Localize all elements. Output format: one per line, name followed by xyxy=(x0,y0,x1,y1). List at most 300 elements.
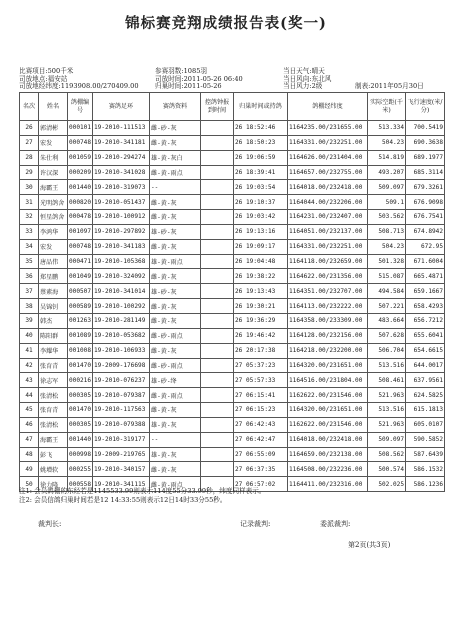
table-cell: 001059 xyxy=(68,150,93,165)
table-cell: 19-2010-079387 xyxy=(93,388,150,403)
table-cell: 26 19:03:54 xyxy=(234,180,288,195)
table-cell xyxy=(201,284,234,299)
table-cell: 46 xyxy=(20,417,39,432)
table-cell: 雌-黄-灰 xyxy=(150,195,201,210)
table-cell: 19-2010-319177 xyxy=(93,432,150,447)
table-cell: 1164128.00/232156.00 xyxy=(288,328,368,343)
table-cell: 吴锦钊 xyxy=(39,299,68,314)
recorder-signature: 记录裁判: xyxy=(240,520,271,528)
table-cell: 雄-黄-灰 xyxy=(150,417,201,432)
table-cell: 000305 xyxy=(68,388,93,403)
table-cell: 27 06:15:23 xyxy=(234,403,288,418)
table-cell: 1162622.00/231546.00 xyxy=(288,417,368,432)
table-cell xyxy=(201,269,234,284)
table-cell: 506.704 xyxy=(368,343,406,358)
table-row xyxy=(20,269,445,284)
info-label: 制表: xyxy=(355,82,371,90)
table-cell: 1164411.00/232316.00 xyxy=(288,477,368,492)
table-row xyxy=(20,343,445,358)
table-cell xyxy=(201,373,234,388)
committee-signature: 委派裁判: xyxy=(320,520,351,528)
table-cell: 19-2010-294274 xyxy=(93,150,150,165)
table-cell: 000589 xyxy=(68,299,93,314)
table-cell: 26 19:46:42 xyxy=(234,328,288,343)
table-cell: 689.1977 xyxy=(406,150,445,165)
table-cell: 19-2010-341115 xyxy=(93,477,150,492)
table-cell xyxy=(201,417,234,432)
info-row3-item xyxy=(283,83,322,91)
table-cell: 000305 xyxy=(68,417,93,432)
table-cell: 000471 xyxy=(68,254,93,269)
info-label: 当日风向: xyxy=(283,74,312,83)
table-cell: 19-2010-117563 xyxy=(93,403,150,418)
table-row xyxy=(20,239,445,254)
table-cell: 李鸿华 xyxy=(39,224,68,239)
table-cell: 503.562 xyxy=(368,210,406,225)
table-cell: 朱仕利 xyxy=(39,150,68,165)
table-cell: 1164113.00/232222.00 xyxy=(288,299,368,314)
table-cell: 27 06:42:47 xyxy=(234,432,288,447)
table-cell: 雄-黄-雨点 xyxy=(150,254,201,269)
table-cell: 26 19:30:21 xyxy=(234,299,288,314)
table-cell: 1164516.00/231804.00 xyxy=(288,373,368,388)
table-cell: 许汉深 xyxy=(39,165,68,180)
table-cell: 515.087 xyxy=(368,269,406,284)
footnote: 注1: 会员鸽棚的东经若是1145533.99则表示114度55分33.99秒，纬度同样表示。 xyxy=(19,487,266,495)
table-cell xyxy=(201,210,234,225)
table-row xyxy=(20,373,445,388)
table-cell: 644.0017 xyxy=(406,358,445,373)
table-cell: 000820 xyxy=(68,195,93,210)
footnote: 注2: 会员信鸽归巢时间若是12 14:33:55则表示12日14时33分55秒。 xyxy=(19,496,227,504)
table-row xyxy=(20,210,445,225)
table-cell: 000209 xyxy=(68,165,93,180)
table-cell xyxy=(201,403,234,418)
table-cell: 27 06:55:09 xyxy=(234,447,288,462)
table-cell: 19-2010-319073 xyxy=(93,180,150,195)
table-row xyxy=(20,299,445,314)
info-value: 1085羽 xyxy=(183,67,207,75)
table-cell: 雌-黄-灰 xyxy=(150,210,201,225)
table-cell: 恒星鸽舍 xyxy=(39,210,68,225)
table-cell: 508.562 xyxy=(368,447,406,462)
table-cell: 宏发 xyxy=(39,239,68,254)
table-cell: 19-2010-079388 xyxy=(93,417,150,432)
table-cell xyxy=(201,165,234,180)
table-cell: 19-2010-297892 xyxy=(93,224,150,239)
table-cell: 587.6439 xyxy=(406,447,445,462)
table-cell: 42 xyxy=(20,358,39,373)
info-value: 晴天 xyxy=(311,67,325,75)
table-cell: 1164358.00/233309.00 xyxy=(288,313,368,328)
table-cell: 1164235.00/231655.00 xyxy=(288,121,368,136)
table-cell: 615.1813 xyxy=(406,403,445,418)
table-cell: 45 xyxy=(20,403,39,418)
table-cell: 586.1236 xyxy=(406,477,445,492)
table-cell: 陈阳群 xyxy=(39,328,68,343)
table-cell: 49 xyxy=(20,462,39,477)
table-cell xyxy=(201,358,234,373)
info-row3-item xyxy=(155,83,222,91)
table-cell: 000101 xyxy=(68,121,93,136)
table-cell: 33 xyxy=(20,224,39,239)
table-cell: 雄-砂-绛 xyxy=(150,373,201,388)
table-cell: 637.9561 xyxy=(406,373,445,388)
table-row xyxy=(20,150,445,165)
table-cell: 38 xyxy=(20,299,39,314)
table-cell: 1164231.00/232407.00 xyxy=(288,210,368,225)
table-cell: 37 xyxy=(20,284,39,299)
table-cell: 1164331.00/232251.00 xyxy=(288,239,368,254)
table-cell: 27 05:57:33 xyxy=(234,373,288,388)
column-header: 飞行速度(米/分) xyxy=(406,93,445,121)
table-cell: 27 06:37:35 xyxy=(234,462,288,477)
table-cell: 001089 xyxy=(68,328,93,343)
table-cell: 1164351.00/232707.00 xyxy=(288,284,368,299)
table-row xyxy=(20,165,445,180)
table-cell: 雌-黄-灰 xyxy=(150,239,201,254)
table-cell: 1164051.00/232137.00 xyxy=(288,224,368,239)
table-cell xyxy=(201,299,234,314)
table-cell: 19-2010-105368 xyxy=(93,254,150,269)
table-cell: 1164320.00/231651.00 xyxy=(288,358,368,373)
report-title: 锦标赛竞翔成绩报告表(奖一) xyxy=(125,15,327,32)
table-cell: 000748 xyxy=(68,239,93,254)
referee-signature: 裁判长: xyxy=(38,520,62,528)
info-value: 500千米 xyxy=(47,67,74,75)
table-cell: 671.6004 xyxy=(406,254,445,269)
table-cell: 张育青 xyxy=(39,403,68,418)
table-cell: 41 xyxy=(20,343,39,358)
table-cell: 1164018.00/232418.00 xyxy=(288,432,368,447)
table-row xyxy=(20,121,445,136)
table-cell: 26 19:36:29 xyxy=(234,313,288,328)
table-cell: 雌-黄-灰 xyxy=(150,135,201,150)
table-cell: 001440 xyxy=(68,180,93,195)
table-cell: 001440 xyxy=(68,432,93,447)
table-row xyxy=(20,388,445,403)
table-cell: 34 xyxy=(20,239,39,254)
table-row xyxy=(20,224,445,239)
table-cell: 001470 xyxy=(68,358,93,373)
table-cell: 雌-黄-灰 xyxy=(150,343,201,358)
info-row3-item xyxy=(19,83,139,91)
table-cell: 521.963 xyxy=(368,417,406,432)
table-cell: 郭清彬 xyxy=(39,121,68,136)
table-cell: 1162622.00/231546.00 xyxy=(288,388,368,403)
table-cell: 654.6615 xyxy=(406,343,445,358)
table-cell: 雌-黄-雨点 xyxy=(150,388,201,403)
table-cell: 509.1 xyxy=(368,195,406,210)
table-cell: -- xyxy=(150,432,201,447)
table-cell: 39 xyxy=(20,313,39,328)
table-cell: 513.516 xyxy=(368,403,406,418)
table-cell: 19-2010-111513 xyxy=(93,121,150,136)
table-cell: 000478 xyxy=(68,210,93,225)
table-cell: 19-2010-340157 xyxy=(93,462,150,477)
table-cell: 雌-黄-灰 xyxy=(150,313,201,328)
table-cell: 1164657.00/232755.00 xyxy=(288,165,368,180)
table-cell: 586.1532 xyxy=(406,462,445,477)
table-cell: 674.8942 xyxy=(406,224,445,239)
table-cell: 雌-砂-雨点 xyxy=(150,358,201,373)
table-cell: 张清松 xyxy=(39,388,68,403)
table-cell: 雌-黄-雨点 xyxy=(150,165,201,180)
table-cell xyxy=(201,343,234,358)
table-cell: 679.3261 xyxy=(406,180,445,195)
table-cell: 509.097 xyxy=(368,180,406,195)
table-cell: 雌-砂-灰 xyxy=(150,121,201,136)
table-cell: 29 xyxy=(20,165,39,180)
table-cell xyxy=(201,224,234,239)
table-cell: 31 xyxy=(20,195,39,210)
table-cell: 26 18:50:23 xyxy=(234,135,288,150)
table-cell: 1164622.00/231356.00 xyxy=(288,269,368,284)
table-cell: 19-2010-281149 xyxy=(93,313,150,328)
table-cell xyxy=(201,447,234,462)
table-cell: 雌-黄-灰 xyxy=(150,462,201,477)
table-cell: 001470 xyxy=(68,403,93,418)
table-cell: 685.3114 xyxy=(406,165,445,180)
table-cell: 28 xyxy=(20,150,39,165)
table-cell: 665.4871 xyxy=(406,269,445,284)
table-cell: 张清松 xyxy=(39,417,68,432)
table-cell: 郑星鹏 xyxy=(39,269,68,284)
table-cell: 001263 xyxy=(68,313,93,328)
table-row xyxy=(20,417,445,432)
info-label: 比赛项目: xyxy=(19,67,48,75)
table-cell: -- xyxy=(150,180,201,195)
table-cell: 19-2010-100292 xyxy=(93,299,150,314)
info-label: 司放地点: xyxy=(19,74,48,83)
table-cell: 19-2010-053682 xyxy=(93,328,150,343)
table-cell: 501.328 xyxy=(368,254,406,269)
table-cell: 26 20:17:38 xyxy=(234,343,288,358)
column-header: 归巢时间或持鸽 xyxy=(234,93,288,121)
table-cell: 1164044.00/232206.00 xyxy=(288,195,368,210)
table-row xyxy=(20,358,445,373)
table-cell: 513.516 xyxy=(368,358,406,373)
table-cell: 1164018.00/232418.00 xyxy=(288,180,368,195)
table-cell: 19-2010-341183 xyxy=(93,239,150,254)
table-cell: 19-2009-176698 xyxy=(93,358,150,373)
table-body xyxy=(20,121,445,492)
table-cell: 504.23 xyxy=(368,135,406,150)
info-label: 参赛羽数: xyxy=(155,67,184,75)
table-cell: 656.7212 xyxy=(406,313,445,328)
table-row xyxy=(20,328,445,343)
table-cell: 蔡素海 xyxy=(39,284,68,299)
table-row xyxy=(20,432,445,447)
column-header: 姓名 xyxy=(39,93,68,121)
column-header: 赛鸽足环 xyxy=(93,93,150,121)
column-header: 名次 xyxy=(20,93,39,121)
table-cell: 507.221 xyxy=(368,299,406,314)
table-cell: 507.628 xyxy=(368,328,406,343)
table-cell: 26 19:10:37 xyxy=(234,195,288,210)
table-cell: 张育青 xyxy=(39,358,68,373)
table-cell: 海霸王 xyxy=(39,180,68,195)
table-cell: 26 19:04:48 xyxy=(234,254,288,269)
table-cell: 40 xyxy=(20,328,39,343)
table-cell: 1164118.00/232659.00 xyxy=(288,254,368,269)
table-cell: 000998 xyxy=(68,447,93,462)
table-cell: 502.025 xyxy=(368,477,406,492)
table-cell: 1164659.00/232138.00 xyxy=(288,447,368,462)
info-value: 2011-05-26 xyxy=(183,82,222,90)
table-cell xyxy=(201,121,234,136)
table-cell: 48 xyxy=(20,447,39,462)
column-header: 鸽棚编号 xyxy=(68,93,93,121)
info-value: 东北风 xyxy=(311,74,332,83)
table-cell: 27 06:57:02 xyxy=(234,477,288,492)
page-number: 第2页(共3页) xyxy=(348,541,391,549)
table-cell: 676.9098 xyxy=(406,195,445,210)
table-cell: 26 19:03:42 xyxy=(234,210,288,225)
table-cell: 1164626.00/231404.00 xyxy=(288,150,368,165)
table-cell: 李耀华 xyxy=(39,343,68,358)
table-cell: 唐品伟 xyxy=(39,254,68,269)
table-cell: 1164218.00/232200.00 xyxy=(288,343,368,358)
table-cell: 509.097 xyxy=(368,432,406,447)
table-cell: 19-2010-100912 xyxy=(93,210,150,225)
table-cell: 44 xyxy=(20,388,39,403)
table-cell: 26 19:06:59 xyxy=(234,150,288,165)
info-value: 2011-05-26 06:40 xyxy=(183,74,243,83)
table-cell: 508.713 xyxy=(368,224,406,239)
table-row xyxy=(20,195,445,210)
table-cell: 雌-黄-雨点 xyxy=(150,477,201,492)
table-row xyxy=(20,447,445,462)
table-cell: 001008 xyxy=(68,343,93,358)
info-value: 1193908.00/270409.00 xyxy=(60,82,139,90)
info-value: 2级 xyxy=(311,82,323,90)
table-cell: 500.574 xyxy=(368,462,406,477)
table-cell: 26 19:09:17 xyxy=(234,239,288,254)
table-cell: 000255 xyxy=(68,462,93,477)
table-row xyxy=(20,254,445,269)
table-cell: 26 18:52:46 xyxy=(234,121,288,136)
table-cell: 雌-砂-雨点 xyxy=(150,328,201,343)
table-cell: 徐志军 xyxy=(39,373,68,388)
table-cell: 1164320.00/231651.00 xyxy=(288,403,368,418)
table-cell: 19-2010-341028 xyxy=(93,165,150,180)
table-cell: 19-2010-341181 xyxy=(93,135,150,150)
info-label: 归巢时间: xyxy=(155,82,184,90)
table-row xyxy=(20,135,445,150)
table-cell: 宏发 xyxy=(39,135,68,150)
table-cell: 27 05:37:23 xyxy=(234,358,288,373)
column-header: 赛鸽资料 xyxy=(150,93,201,121)
table-cell: 658.4293 xyxy=(406,299,445,314)
table-cell: 514.819 xyxy=(368,150,406,165)
column-header: 实际空距(千米) xyxy=(368,93,406,121)
table-cell: 001097 xyxy=(68,224,93,239)
table-cell: 26 19:38:22 xyxy=(234,269,288,284)
table-cell xyxy=(201,432,234,447)
table-cell: 彭飞 xyxy=(39,447,68,462)
table-cell xyxy=(201,239,234,254)
table-cell: 494.584 xyxy=(368,284,406,299)
table-cell: 雌-黄-灰 xyxy=(150,403,201,418)
table-cell: 27 06:42:43 xyxy=(234,417,288,432)
table-cell: 000216 xyxy=(68,373,93,388)
table-row xyxy=(20,313,445,328)
table-cell: 19-2010-106933 xyxy=(93,343,150,358)
table-cell: 韩杰 xyxy=(39,313,68,328)
table-cell: 雌-黄-灰 xyxy=(150,299,201,314)
table-cell: 590.5852 xyxy=(406,432,445,447)
table-header-row xyxy=(20,93,445,121)
table-cell: 19-2010-324092 xyxy=(93,269,150,284)
table-cell: 624.5825 xyxy=(406,388,445,403)
table-cell: 000748 xyxy=(68,135,93,150)
table-cell xyxy=(201,254,234,269)
table-cell: 36 xyxy=(20,269,39,284)
table-cell: 493.207 xyxy=(368,165,406,180)
table-cell: 19-2010-051437 xyxy=(93,195,150,210)
table-cell: 27 06:15:41 xyxy=(234,388,288,403)
table-cell: 508.461 xyxy=(368,373,406,388)
table-cell: 26 18:39:41 xyxy=(234,165,288,180)
table-cell: 姚增软 xyxy=(39,462,68,477)
table-cell xyxy=(201,180,234,195)
table-cell: 27 xyxy=(20,135,39,150)
table-row xyxy=(20,284,445,299)
table-cell: 700.5419 xyxy=(406,121,445,136)
table-cell: 676.7541 xyxy=(406,210,445,225)
table-cell: 483.664 xyxy=(368,313,406,328)
table-cell: 659.1667 xyxy=(406,284,445,299)
table-cell xyxy=(201,388,234,403)
table-cell: 徐力隆 xyxy=(39,477,68,492)
column-header: 控鸽钟报到时间 xyxy=(201,93,234,121)
table-cell: 690.3638 xyxy=(406,135,445,150)
table-cell: 雌-黄-灰 xyxy=(150,269,201,284)
table-row xyxy=(20,403,445,418)
table-cell: 海霸王 xyxy=(39,432,68,447)
table-cell: 30 xyxy=(20,180,39,195)
table-cell: 1164331.00/232251.00 xyxy=(288,135,368,150)
table-cell: 雄-黄-灰白 xyxy=(150,150,201,165)
table-cell: 43 xyxy=(20,373,39,388)
results-table xyxy=(19,92,445,492)
table-cell: 雄-砂-灰 xyxy=(150,224,201,239)
footnotes xyxy=(19,487,265,505)
table-cell: 19-2010-076237 xyxy=(93,373,150,388)
table-cell: 521.963 xyxy=(368,388,406,403)
table-cell: 001049 xyxy=(68,269,93,284)
table-cell: 26 xyxy=(20,121,39,136)
table-cell: 000507 xyxy=(68,284,93,299)
info-label: 司放时间: xyxy=(155,74,184,83)
table-cell: 19-2009-219765 xyxy=(93,447,150,462)
table-cell xyxy=(201,150,234,165)
table-cell: 655.6041 xyxy=(406,328,445,343)
table-cell: 雄-黄-灰 xyxy=(150,447,201,462)
table-cell: 504.23 xyxy=(368,239,406,254)
table-cell xyxy=(201,462,234,477)
table-cell: 605.0107 xyxy=(406,417,445,432)
table-cell: 672.95 xyxy=(406,239,445,254)
info-value: 2011年05月30日 xyxy=(370,82,424,90)
info-row3-item xyxy=(355,83,424,91)
table-cell: 50 xyxy=(20,477,39,492)
info-value: 福安站 xyxy=(47,74,68,83)
table-cell: 雄-砂-灰 xyxy=(150,284,201,299)
column-header: 鸽棚经纬度 xyxy=(288,93,368,121)
table-cell: 1164508.00/232236.00 xyxy=(288,462,368,477)
